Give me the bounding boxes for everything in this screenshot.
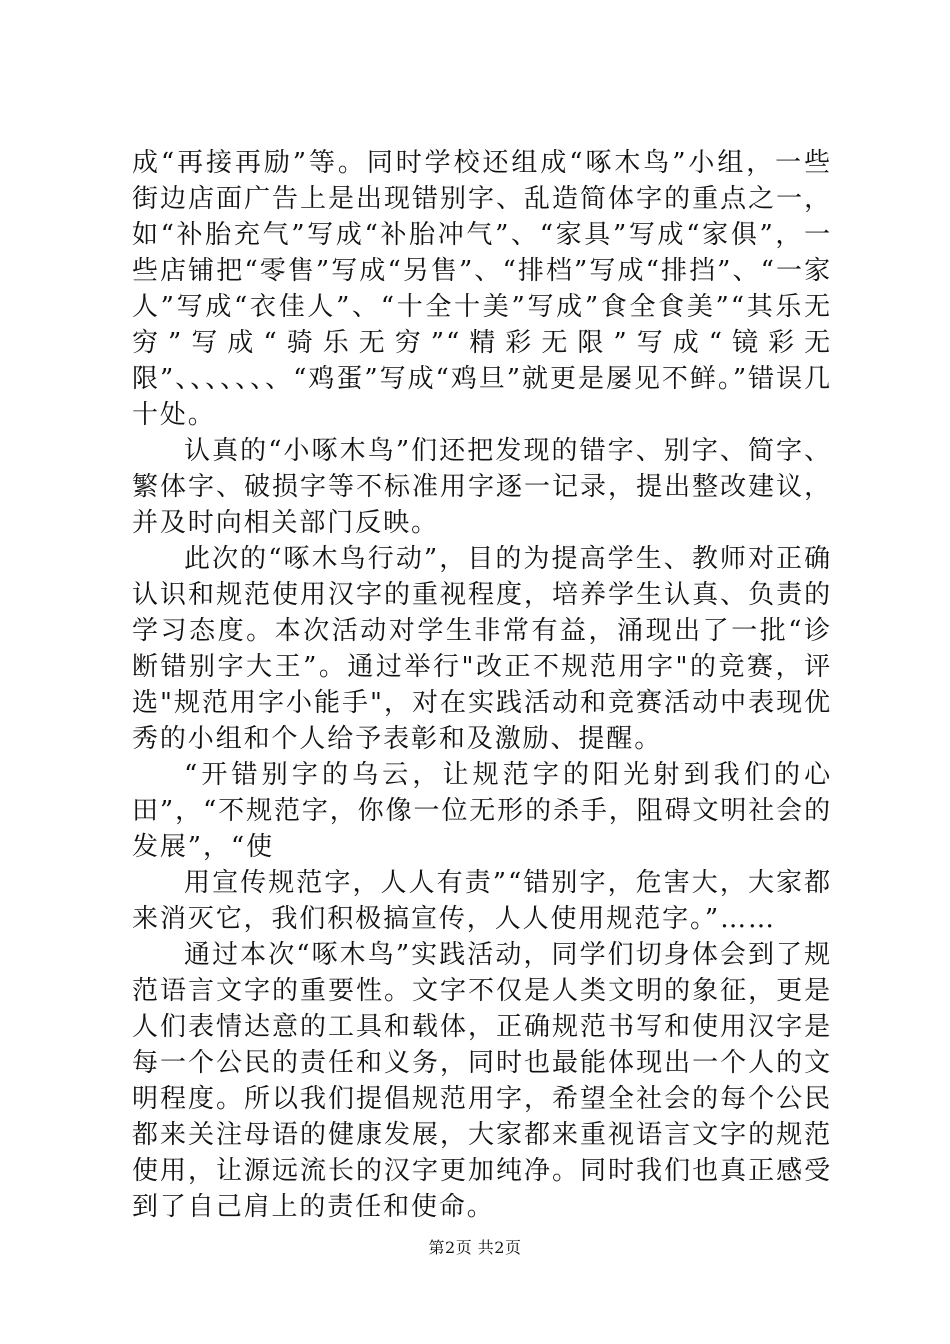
paragraph-5: 用宣传规范字，人人有责”“错别字，危害大，大家都来消灭它，我们积极搞宣传，人人使用规范字。”……: [132, 868, 832, 934]
paragraph-6: 通过本次“啄木鸟”实践活动，同学们切身体会到了规范语言文字的重要性。文字不仅是人类文明的象征，更是人们表情达意的工具和载体，正确规范书写和使用汉字是每一个公民的责任和义务，同时也最能体现出一个人的文明程度。所以我们提倡规范用字，希望全社会的每个公民都来关注母语的健康发展，大家都来重视语言文字的规范使用，让源远流长的汉字更加纯净。同时我们也真正感受到了自己肩上的责任和使命。: [132, 940, 832, 1222]
paragraph-1: 成“再接再励”等。同时学校还组成“啄木鸟”小组，一些街边店面广告上是出现错别字、乱造简体字的重点之一，如“补胎充气”写成“补胎冲气”、“家具”写成“家俱”，一些店铺把“零售”写成“另售”、“排档”写成“排挡”、“一家人”写成“衣佳人”、“十全十美”写成”食全食美”“其乐无穷”写成“骑乐无穷”“精彩无限”写成“镜彩无限”、、、、、、、“鸡蛋”写成“鸡旦”就更是屡见不鲜。”错误几十处。: [132, 148, 832, 430]
paragraph-4: “开错别字的乌云，让规范字的阳光射到我们的心田”，“不规范字，你像一位无形的杀手，阻碍文明社会的发展”，“使: [132, 760, 832, 862]
page-number-footer: 第2页 共2页: [428, 1238, 522, 1257]
paragraph-3: 此次的“啄木鸟行动”，目的为提高学生、教师对正确认识和规范使用汉字的重视程度，培养学生认真、负责的学习态度。本次活动对学生非常有益，涌现出了一批“诊断错别字大王”。通过举行"改正不规范用字"的竞赛，评选"规范用字小能手"，对在实践活动和竞赛活动中表现优秀的小组和个人给予表彰和及激励、提醒。: [132, 544, 832, 754]
paragraph-2: 认真的“小啄木鸟”们还把发现的错字、别字、简字、繁体字、破损字等不标准用字逐一记录，提出整改建议，并及时向相关部门反映。: [132, 436, 832, 538]
document-body: [132, 145, 832, 1225]
